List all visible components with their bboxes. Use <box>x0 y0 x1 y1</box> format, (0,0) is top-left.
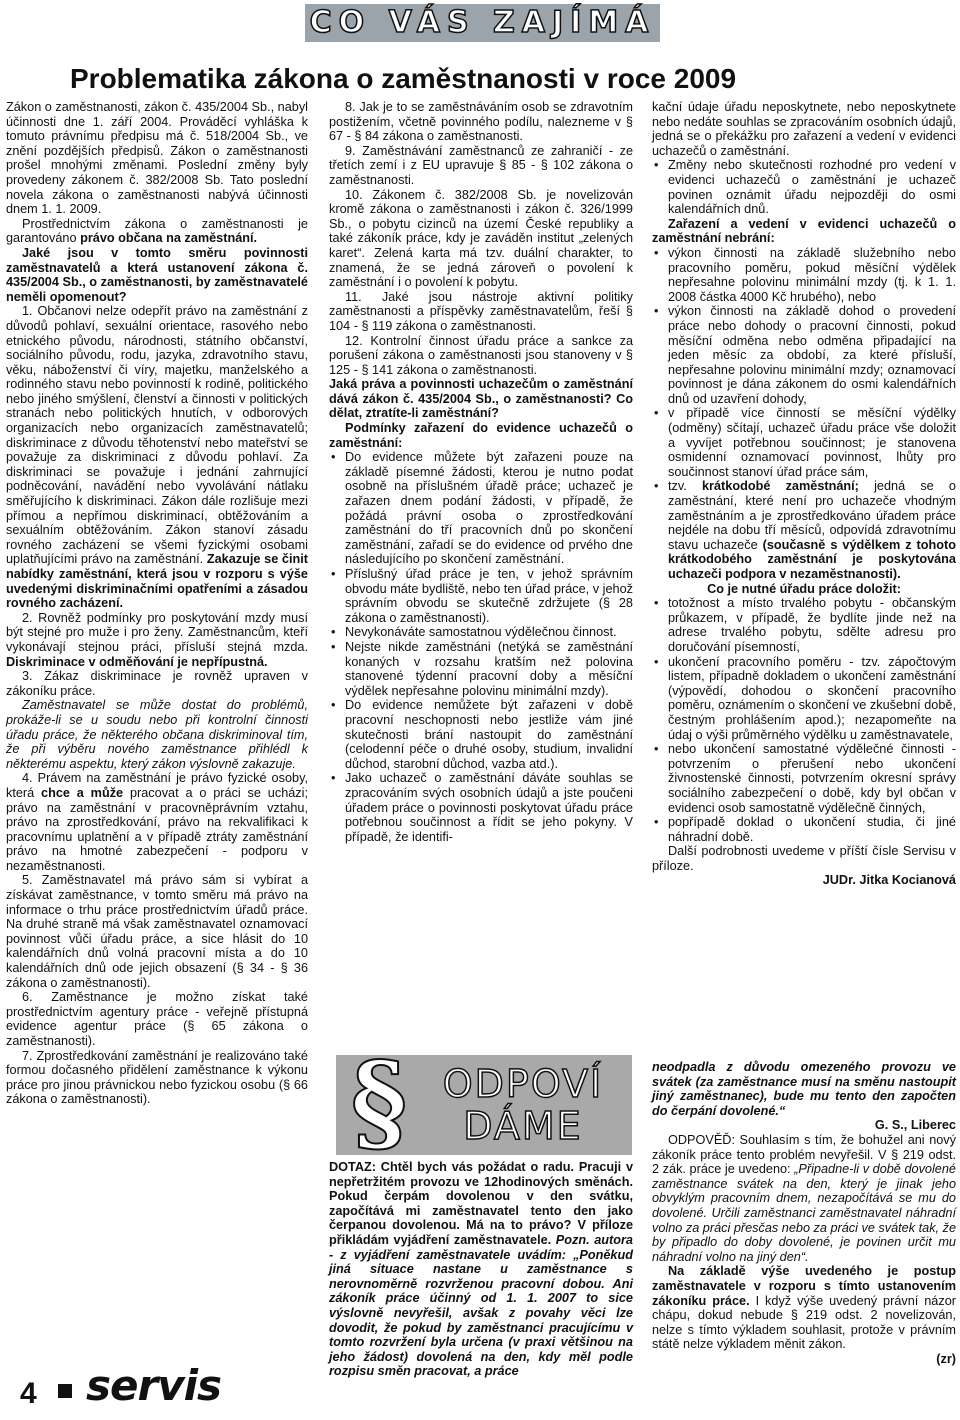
square-bullet-icon <box>58 1384 72 1398</box>
section-banner-text: CO VÁS ZAJÍMÁ <box>309 5 656 40</box>
list-item: • ukončení pracovního poměru - tzv. zápočtovým listem, případně dokladem o ukončení zaměstnání (výpovědí, dohodou o skončení pracovního poměru, oznámením o skončení ve zkušební době, čestným prohlášením apod.); nezapomeňte na údaj o výši průměrného výdělku u zaměstnavatele, <box>652 655 956 743</box>
list-item: • výkon činnosti na základě dohod o provedení práce nebo dohody o pracovní činnosti, pokud měsíční odměna nebo odměna připadající na jeden měsíc za období, za které přísluší, nepřesahne polovinu minimální mzdy; oznamovací povinnost je dána zákonem do osmi kalendářních dnů od uzavření dohody, <box>652 304 956 406</box>
answer-author: (zr) <box>936 1351 956 1366</box>
odpovidame-line-2: DÁME <box>463 1104 583 1148</box>
paragraph: 5. Zaměstnavatel má právo sám si vybírat a získávat zaměstnance, v tomto směru má právo na informace o trhu práce prostřednictvím úřadů práce. Na druhé straně má však zaměstnavatel oznamovací povinnost vůči úřadu práce, a sice hlásit do 10 kalendářních dnů volná pracovní místa a do 10 kalendářních dnů ode jejich obsazení (§ 34 - § 36 zákona o zaměstnanosti). <box>6 873 308 990</box>
paragraph: 11. Jaké jsou nástroje aktivní politiky zaměstnanosti a příspěvky zaměstnavatelům, řeší § 104 - § 119 zákona o zaměstnanosti. <box>329 289 633 333</box>
answer-paragraph: Na základě výše uvedeného je postup zaměstnavatele v rozporu s tímto ustanovením zákoníku práce. I když výše uvedený právní názor chápu, dokud nebude § 219 odst. 2 novelizován, nelze s tímto výkladem souhlasit, protože v právním státě nelze výkladem měnit zákon. <box>652 1264 956 1352</box>
list-item: • Do evidence nemůžete být zařazeni v době pracovní neschopnosti nebo jestliže vám jiné skutečnosti brání nastoupit do zaměstnání (celodenní péče o druhé osoby, studium, invalidní důchod, starobní důchod, vazba atd.). <box>329 698 633 771</box>
paragraph: 4. Právem na zaměstnání je právo fyzické osoby, která chce a může pracovat a o práci se ucházi; právo na zaměstnání v pracovněprávním vztahu, právo na zprostředkování, právo na rekvalifikaci k pracovnímu uplatnění a v případě ztráty zaměstnání právo na hmotné zabezpečení - podporu v nezaměstnanosti. <box>6 771 308 873</box>
question-author: G. S., Liberec <box>874 1118 956 1133</box>
servis-logo: servis <box>86 1361 221 1410</box>
question-text: DOTAZ: Chtěl bych vás požádat o radu. Pracuji v nepřetržitém provozu ve 12hodinových směnách. Pokud čerpám dovolenou v den svátku, započítává mi zaměstnavatel tento den jako čerpanou dovolenou. Má na to právo? V příloze přikládám vyjádření zaměstnavatele. Pozn. autora - z vyjádření zaměstnavatele uvádím: „Poněkud jiná situace nastane u zaměstnance s nerovnoměrně rozvrženou pracovní dobou. Ani zákoník práce účinný od 1. 1. 2007 to sice výslovně nevyřešil, avšak z povahy věci lze dovodit, že pokud by zaměstnanci pracujícímu v tomto rozvržení byla určena (v praxi většinou na jeho žádost) dovolená na den, kdy měl podle rozpisu směn pracovat, a práce <box>329 1160 633 1379</box>
paragraph: 3. Zákaz diskriminace je rovněž upraven v zákoníku práce. <box>6 669 308 698</box>
paragraph: 12. Kontrolní činnost úřadu práce a sankce za porušení zákona o zaměstnanosti jsou stanoveny v § 125 - § 141 zákona o zaměstnanosti. <box>329 333 633 377</box>
subheading: Zařazení a vedení v evidenci uchazečů o zaměstnání nebrání: <box>652 216 956 246</box>
paragraph: 10. Zákonem č. 382/2008 Sb. je novelizován kromě zákona o zaměstnanosti i zákon č. 326/1999 Sb., o pobytu cizinců na území České republiky a také zákoník práce, kdy je zaváděn institut „zelených karet“. Zelená karta má tzv. duální charakter, to znamená, že se jedná zároveň o povolení k zaměstnání i o povolení k pobytu. <box>329 187 633 290</box>
section-banner <box>305 4 660 42</box>
question-continuation: neodpadla z důvodu omezeného provozu ve svátek (za zaměstnance musí na směnu nastoupit jiný zaměstnanec), bude mu tento den započten do čerpání dovolené.“ <box>652 1060 956 1118</box>
list-item: • výkon činnosti na základě služebního nebo pracovního poměru, pokud měsíční výdělek nepřesahne polovinu minimální mzdy (tj. k 1. 1. 2008 částka 4000 Kč hrubého), nebo <box>652 246 956 304</box>
not-preventing-list <box>652 246 956 582</box>
paragraph: Další podrobnosti uvedeme v příští čísle Servisu v příloze. <box>652 844 956 873</box>
list-item: • Do evidence můžete být zařazeni pouze na základě písemné žádosti, kterou je nutno podat osobně na příslušném úřadě práce; uchazeč je zařazen dnem podání žádosti, v případě, že požádá právní osoba o zprostředkování zaměstnání do tří pracovních dnů po skončení zaměstnání, zařadí se do evidence od prvého dne následujícího po skončení zaměstnání. <box>329 450 633 567</box>
italic-paragraph: Zaměstnavatel se může dostat do problémů, prokáže-li se u soudu nebo při kontrolní činnosti úřadu práce, že některého občana diskriminoval tím, že při výběru nového zaměstnance přihlédl k některému aspektu, který zákon výslovně zakazuje. <box>6 698 308 771</box>
odpovidame-box <box>336 1039 632 1165</box>
paragraph: 7. Zprostředkování zaměstnání je realizováno také formou dočasného přidělení zaměstnance k výkonu práce pro jinou právnickou nebo fyzickou osobu (§ 66 zákona o zaměstnanosti). <box>6 1048 308 1107</box>
intro-paragraph: Zákon o zaměstnanosti, zákon č. 435/2004 Sb., nabyl účinnosti dne 1. září 2004. Prováděcí vyhláška k tomuto právnímu předpisu má č. 518/2004 Sb., ve znění pozdějších předpisů. Zákon o zaměstnanosti prošel mnohými změnami. Poslední změny byly provedeny zákonem č. 382/2008 Sb. Tato poslední novela zákona o zaměstnanosti nabývá účinnosti dnem 1. 1. 2009. <box>6 100 308 217</box>
paragraph: kační údaje úřadu neposkytnete, nebo neposkytnete nebo nedáte souhlas se zpracováním osobních údajů, jedná se o překážku pro zařazení a vedení v evidenci uchazečů o zaměstnání. <box>652 100 957 158</box>
documents-list <box>652 596 956 844</box>
list-item: • Jako uchazeč o zaměstnání dáváte souhlas se zpracováním svých osobních údajů a jste poučeni úřadem práce o povinnosti poskytovat úřadu práce potřebnou součinnost a řídit se jeho pokyny. V případě, že identifi- <box>329 771 633 844</box>
conditions-list <box>329 450 633 844</box>
article-headline: Problematika zákona o zaměstnanosti v roce 2009 <box>70 63 737 94</box>
notice-list <box>652 158 956 216</box>
list-item: • totožnost a místo trvalého pobytu - občanským průkazem, v případě, že bydlíte jinde než na adrese trvalého pobytu, sdělte adresu pro doručování písemností, <box>652 596 956 654</box>
subheading: Co je nutné úřadu práce doložit: <box>707 581 901 596</box>
odpovidame-line-1: ODPOVÍ <box>442 1062 604 1106</box>
list-item: • Příslušný úřad práce je ten, v jehož správním obvodu máte bydliště, nebo ten úřad práce, v jehož správním obvodu se skutečně zdržujete (§ 28 zákona o zaměstnanosti). <box>329 567 633 625</box>
list-item: • v případě více činností se měsíční výdělky (odměny) sčítají, uchazeč úřadu práce vše doložit a vyvíjet potřebnou součinnost; je stanovena osmidenní oznamovací povinnost, lhůty pro součinnost stanoví úřad práce sám, <box>652 406 956 479</box>
list-item: • nebo ukončení samostatné výdělečné činnosti - potvrzením o přerušení nebo ukončení živnostenské činnosti, potvrzením okresní správy sociálního zabezpečení o době, kdy byl občan v evidenci osob samostatně výdělečně činných, <box>652 742 956 815</box>
paragraph: 9. Zaměstnávání zaměstnanců ze zahraničí - ze třetích zemí i z EU upravuje § 85 - § 102 zákona o zaměstnanosti. <box>329 143 633 187</box>
column-1 <box>6 100 308 1107</box>
column-2 <box>329 100 633 844</box>
list-item: • Nejste nikde zaměstnáni (netýká se zaměstnání konaných v rozsahu kratším než polovina stanovené týdenní pracovní doby a měsíční výdělek nepřesahne polovinu minimální mzdy). <box>329 640 633 698</box>
subheading: Podmínky zařazení do evidence uchazečů o zaměstnání: <box>329 421 633 450</box>
list-item: • Změny nebo skutečnosti rozhodné pro vedení v evidenci uchazečů o zaměstnání je uchazeč povinen oznámit úřadu nejpozději do osmi kalendářních dnů. <box>652 158 956 216</box>
answer-paragraph: ODPOVĚĎ: Souhlasím s tím, že bohužel ani nový zákoník práce tento problém nevyřešil. V § 219 odst. 2 zák. práce je uvedeno: „Připadne-li v době dovolené zaměstnance svátek na den, který je jinak jeho obvyklým pracovním dnem, nezapočítává se mu do dovolené. Určili zaměstnanci zaměstnavatel náhradní volno za práci přesčas nebo za práci ve svátek tak, že by připadlo do doby dovolené, je povinen určit mu náhradní volno na jiný den“. <box>652 1132 956 1264</box>
paragraph: 2. Rovněž podmínky pro poskytování mzdy musí být stejné pro muže i pro ženy. Zaměstnancům, kteří vykonávají stejnou práci, přísluší stejná mzda. Diskriminace v odměňování je nepřípustná. <box>6 610 308 669</box>
paragraph: Prostřednictvím zákona o zaměstnanosti je garantováno právo občana na zaměstnání. <box>6 216 308 246</box>
page-number: 4 <box>20 1377 37 1410</box>
reader-question <box>329 1160 633 1379</box>
bold-question: Jaké jsou v tomto směru povinnosti zaměstnavatelů a která ustanovení zákona č. 435/2004 Sb., o zaměstnanosti, by zaměstnavatelé neměli opomenout? <box>6 245 308 304</box>
list-item: • tzv. krátkodobé zaměstnání; jedná se o zaměstnání, které není pro uchazeče vhodným zaměstnáním a je zprostředkováno úřadem práce nejdéle na dobu tří měsíců, odpovídá zdravotnímu stavu uchazeče (současně s výdělkem z tohoto krátkodobého zaměstnání je poskytována uchazeči podpora v nezaměstnanosti). <box>652 479 956 581</box>
paragraph-sign-icon: § <box>350 1039 408 1165</box>
author-signature: JUDr. Jitka Kocianová <box>822 873 956 888</box>
list-item: • popřípadě doklad o ukončení studia, či jiné náhradní době. <box>652 815 956 844</box>
bold-question: Jaká práva a povinnosti uchazečům o zaměstnání dává zákon č. 435/2004 Sb., o zaměstnanosti? Co dělat, ztratíte-li zaměstnání? <box>329 377 633 421</box>
list-item: • Nevykonáváte samostatnou výdělečnou činnost. <box>329 625 633 640</box>
paragraph: 8. Jak je to se zaměstnáváním osob se zdravotním postižením, včetně povinného podílu, nalezneme v § 67 - § 84 zákona o zaměstnanosti. <box>329 100 633 144</box>
answer-section <box>652 1060 956 1366</box>
paragraph: 6. Zaměstnance je možno získat také prostřednictvím agentury práce - veřejně přístupná evidence agentur práce (§ 65 zákona o zaměstnanosti). <box>6 990 308 1048</box>
paragraph: 1. Občanovi nelze odepřít právo na zaměstnání z důvodů pohlaví, sexuální orientace, rasového nebo etnického původu, národnosti, státního občanství, sociálního původu, rodu, jazyka, zdravotního stavu, věku, náboženství či víry, majetku, manželského a rodinného stavu nebo povinností k rodině, politického nebo jiného smýšlení, členství a činnosti v politických stranách nebo politických hnutích, v odborových organizacích nebo organizacích zaměstnavatelů; diskriminace z důvodu těhotenství nebo mateřství se považuje za diskriminaci z důvodu pohlaví. Za diskriminaci se považuje i jednání zahrnující podněcování, navádění nebo vyvolávání nátlaku směřujícího k diskriminaci. Zákon dále rozlišuje mezi přímou a nepřímou diskriminací, obtěžováním a sexuálním obtěžováním. Zákon stanoví zásadu rovného zacházení se všemi fyzickými osobami uplatňujícími právo na zaměstnání. Zakazuje se činit nabídky zaměstnání, která jsou v rozporu s výše uvedenými diskriminačními opatřeními a zásadou rovného zacházení. <box>6 304 308 611</box>
column-3 <box>652 100 956 888</box>
